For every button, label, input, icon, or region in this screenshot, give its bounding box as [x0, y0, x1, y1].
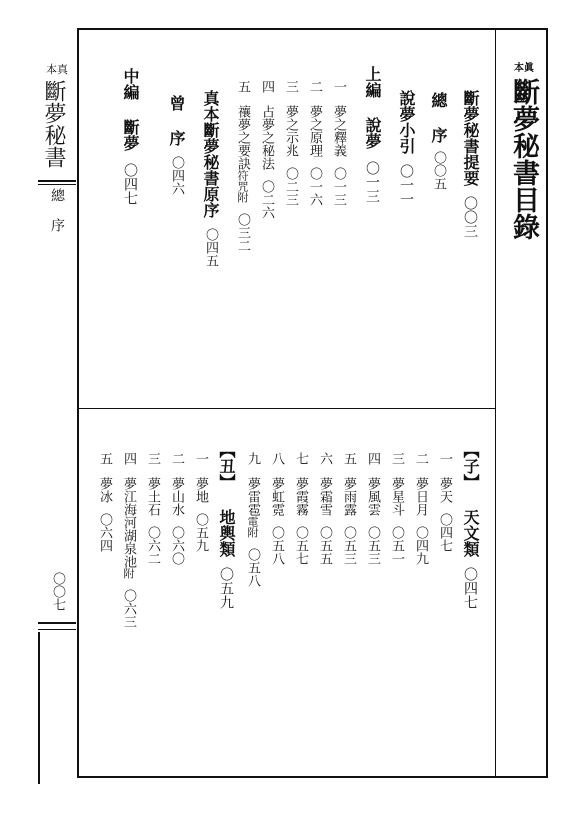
toc-entry: 三夢星斗〇五一: [389, 452, 404, 565]
toc-entry: 二夢日月〇四九: [413, 452, 428, 565]
margin-bracket: [38, 632, 40, 784]
margin-edition: 本真: [46, 63, 68, 76]
page-ref: 〇一六: [307, 167, 322, 206]
margin-rule-top: [38, 180, 76, 182]
toc-entry: 五禳夢之要訣符咒附〇三二: [235, 80, 250, 252]
page-ref: 〇五七: [293, 526, 308, 565]
page-ref: 〇一三: [364, 161, 380, 203]
page-ref: 〇二六: [259, 180, 274, 219]
page-ref: 〇五一: [389, 526, 404, 565]
section-divider: [79, 408, 495, 409]
page-ref: 〇一一: [398, 164, 414, 206]
toc-entry: 四夢江海河湖泉池附〇六三: [121, 452, 136, 628]
page-ref: 〇六三: [121, 589, 136, 628]
title-divider: [495, 30, 496, 776]
annotation-note: 附: [122, 568, 135, 579]
toc-entry: 一夢之釋義〇一三: [331, 80, 346, 206]
page-ref: 〇一三: [331, 167, 346, 206]
toc-entry: 六夢霜雪〇五五: [317, 452, 332, 565]
toc-entry: 三夢土石〇六二: [145, 452, 160, 565]
toc-category: 【丑】 地輿類〇五九: [217, 442, 236, 609]
page-ref: 〇四七: [437, 513, 452, 552]
toc-entry: 二夢之原理〇一六: [307, 80, 322, 206]
toc-entry: 上編 說夢〇一三: [363, 66, 382, 203]
margin-rule-bottom2: [38, 629, 76, 630]
page-ref: 〇二三: [283, 167, 298, 206]
toc-entry: 八夢虹霓〇五八: [269, 452, 284, 565]
toc-entry: 中編 斷夢〇四七: [121, 68, 140, 205]
margin-book-title: 斷夢秘書: [41, 80, 66, 168]
toc-entry: 總 序〇〇五: [429, 92, 448, 190]
toc-entry: 一夢天〇四七: [437, 452, 452, 552]
page-ref: 〇四七: [122, 163, 138, 205]
toc-entry: 九夢雷雹電附〇五八: [245, 452, 260, 587]
page-ref: 〇五三: [341, 526, 356, 565]
page-ref: 〇四九: [413, 526, 428, 565]
page-ref: 〇四六: [169, 156, 184, 195]
page-ref: 〇六四: [97, 513, 112, 552]
page-ref: 〇〇五: [431, 151, 446, 190]
page-ref: 〇五五: [317, 526, 332, 565]
margin-page-number: 〇〇七: [50, 572, 65, 611]
page-ref: 〇〇三: [462, 196, 478, 238]
annotation-note: 符咒附: [236, 170, 249, 203]
toc-entry: 一夢地〇五九: [193, 452, 208, 552]
toc-entry: 說夢小引〇一一: [397, 90, 416, 206]
annotation-note: 電附: [246, 516, 259, 538]
page-ref: 〇六二: [145, 526, 160, 565]
page-ref: 〇六〇: [169, 526, 184, 565]
toc-entry: 二夢山水〇六〇: [169, 452, 184, 565]
toc-entry: 真本斷夢秘書原序〇四五: [201, 90, 220, 267]
margin-rule-top2: [38, 184, 76, 185]
catalog-title: 斷夢秘書目錄: [508, 78, 539, 240]
page-ref: 〇五八: [269, 526, 284, 565]
page-ref: 〇五三: [365, 526, 380, 565]
toc-entry: 斷夢秘書提要〇〇三: [461, 90, 480, 238]
margin-rule-bottom: [38, 622, 76, 624]
page-ref: 〇五九: [193, 513, 208, 552]
toc-category: 【子】 天文類〇四七: [461, 442, 480, 609]
title-edition: 本眞: [514, 63, 534, 74]
page-ref: 〇五九: [218, 567, 234, 609]
toc-entry: 五夢冰〇六四: [97, 452, 112, 552]
toc-entry: 五夢雨露〇五三: [341, 452, 356, 565]
toc-entry: 四夢風雲〇五三: [365, 452, 380, 565]
toc-entry: 七夢霞霧〇五七: [293, 452, 308, 565]
toc-entry: 四占夢之秘法〇二六: [259, 80, 274, 219]
page-ref: 〇五八: [245, 548, 260, 587]
toc-entry: 曾 序〇四六: [167, 95, 186, 195]
page-ref: 〇四七: [462, 567, 478, 609]
margin-section: 總 序: [49, 188, 65, 232]
page-ref: 〇四五: [203, 228, 218, 267]
page-ref: 〇三二: [235, 213, 250, 252]
toc-entry: 三夢之示兆〇二三: [283, 80, 298, 206]
